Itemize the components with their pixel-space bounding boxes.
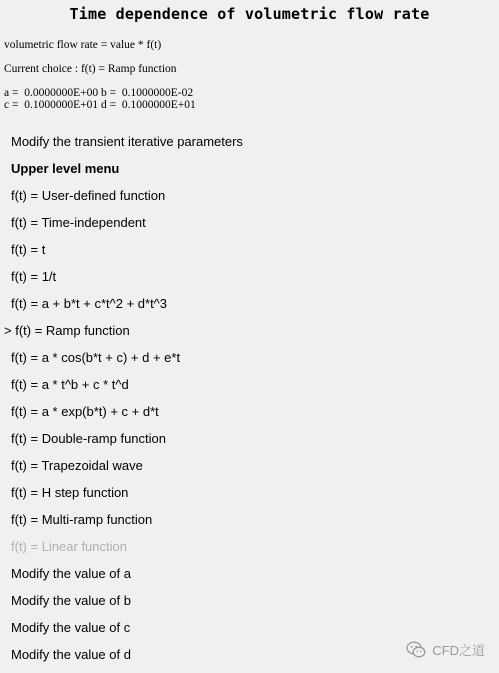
menu-item-trapezoidal[interactable]: f(t) = Trapezoidal wave (11, 458, 143, 473)
menu-item-upper-level[interactable]: Upper level menu (11, 161, 120, 176)
menu-item-modify-d[interactable]: Modify the value of d (11, 647, 131, 662)
page-title: Time dependence of volumetric flow rate (69, 5, 430, 23)
menu-item-h-step[interactable]: f(t) = H step function (11, 485, 129, 500)
current-choice-text: Current choice : f(t) = Ramp function (4, 63, 177, 75)
menu-item-modify-b[interactable]: Modify the value of b (11, 593, 131, 608)
menu-item-linear-disabled: f(t) = Linear function (11, 539, 127, 554)
menu-item-power[interactable]: f(t) = a * t^b + c * t^d (11, 377, 129, 392)
menu-item-t[interactable]: f(t) = t (11, 242, 46, 257)
menu-item-ramp-selected[interactable]: > f(t) = Ramp function (4, 323, 130, 338)
menu-item-multi-ramp[interactable]: f(t) = Multi-ramp function (11, 512, 153, 527)
wechat-icon (406, 641, 426, 659)
menu-item-cubic[interactable]: f(t) = a + b*t + c*t^2 + d*t^3 (11, 296, 168, 311)
coefficients-line-2: c = 0.1000000E+01 d = 0.1000000E+01 (4, 99, 196, 111)
coefficients-line-1: a = 0.0000000E+00 b = 0.1000000E-02 (4, 87, 194, 99)
menu-item-transient-parameters[interactable]: Modify the transient iterative parameters (11, 134, 243, 149)
menu-item-modify-c[interactable]: Modify the value of c (11, 620, 131, 635)
menu-item-time-independent[interactable]: f(t) = Time-independent (11, 215, 146, 230)
menu-item-modify-a[interactable]: Modify the value of a (11, 566, 131, 581)
formula-text: volumetric flow rate = value * f(t) (4, 39, 162, 51)
menu-item-cosine[interactable]: f(t) = a * cos(b*t + c) + d + e*t (11, 350, 181, 365)
menu-item-exponential[interactable]: f(t) = a * exp(b*t) + c + d*t (11, 404, 159, 419)
menu-item-double-ramp[interactable]: f(t) = Double-ramp function (11, 431, 166, 446)
watermark-text: CFD之道 (432, 643, 485, 658)
watermark (406, 640, 485, 659)
menu-item-inverse-t[interactable]: f(t) = 1/t (11, 269, 57, 284)
menu-item-user-defined[interactable]: f(t) = User-defined function (11, 188, 166, 203)
